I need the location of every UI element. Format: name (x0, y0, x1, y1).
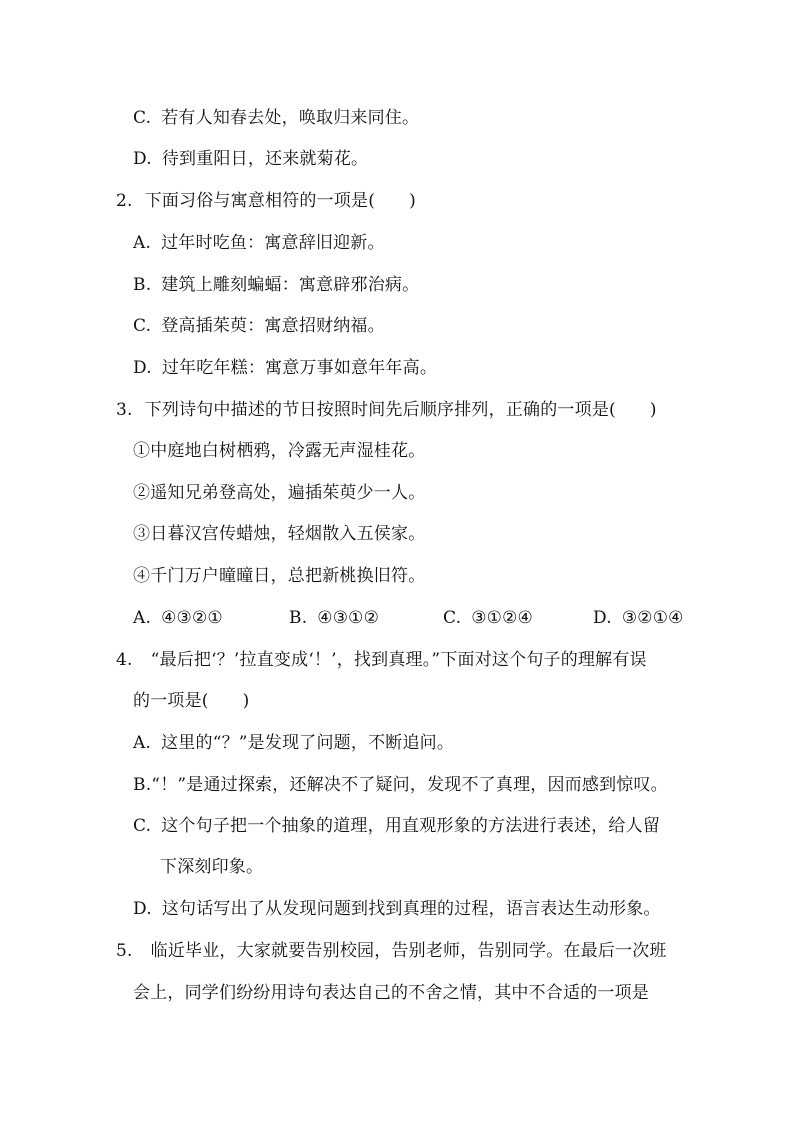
question-text: 下列诗句中描述的节日按照时间先后顺序排列，正确的一项是( (144, 400, 616, 420)
option-text: 下深刻印象。 (160, 857, 264, 877)
q3-stem (116, 398, 657, 422)
option-label: D. (133, 149, 152, 169)
option-text: 过年吃年糕：寓意万事如意年年高。 (161, 358, 438, 378)
verse-text: ②遥知兄弟登高处，遍插茱萸少一人。 (133, 483, 426, 503)
option-label: C. (133, 816, 152, 836)
q1-option-c (133, 106, 419, 130)
q5-stem-line2 (133, 981, 649, 1005)
q3-verse-1 (133, 439, 425, 463)
q3-verse-2 (133, 481, 425, 505)
option-text: 待到重阳日，还来就菊花。 (161, 149, 369, 169)
verse-text: ①中庭地白树栖鸦，冷露无声湿桂花。 (133, 441, 426, 461)
option-label: A. (133, 608, 152, 628)
q2-stem (116, 189, 416, 213)
q3-option-a (133, 606, 223, 630)
option-label: C. (133, 108, 152, 128)
q2-option-d (133, 356, 437, 380)
q3-verse-4 (133, 564, 425, 588)
q3-option-b (289, 606, 379, 630)
option-text: ④③①② (317, 608, 380, 628)
q2-option-a (133, 231, 385, 255)
option-label: D. (133, 358, 152, 378)
option-label: C. (443, 608, 462, 628)
answer-paren-close: ) (242, 691, 250, 711)
option-text: 过年时吃鱼：寓意辞旧迎新。 (161, 233, 385, 253)
option-label: D. (593, 608, 612, 628)
option-label: B. (289, 608, 308, 628)
q1-option-d (133, 147, 368, 171)
answer-paren-close: ) (409, 191, 416, 211)
option-label: C. (133, 316, 152, 336)
option-text: ③①②④ (471, 608, 533, 628)
option-text: 这句话写出了从发现问题到找到真理的过程，语言表达生动形象。 (161, 899, 661, 919)
option-text: 这里的“？”是发现了问题，不断追问。 (161, 733, 455, 753)
question-number: 5. (116, 941, 133, 961)
q4-option-a (133, 731, 454, 755)
q3-option-c (443, 606, 533, 630)
question-text: 会上，同学们纷纷用诗句表达自己的不舍之情，其中不合适的一项是 (133, 983, 649, 1003)
option-text: ④③②① (161, 608, 223, 628)
answer-paren-close: ) (649, 400, 657, 420)
option-label: D. (133, 899, 152, 919)
option-text: 建筑上雕刻蝙蝠：寓意辟邪治病。 (161, 275, 420, 295)
option-text: 若有人知春去处，唤取归来同住。 (161, 108, 420, 128)
q5-stem-line1 (116, 939, 667, 963)
q4-stem-line1 (116, 648, 647, 672)
option-label: A. (133, 733, 152, 753)
q2-option-b (133, 273, 419, 297)
verse-text: ④千门万户曈曈日，总把新桃换旧符。 (133, 566, 426, 586)
question-text: 临近毕业，大家就要告别校园，告别老师，告别同学。在最后一次班 (150, 941, 667, 961)
q4-option-c-continued (160, 855, 263, 879)
option-text: 这个句子把一个抽象的道理，用直观形象的方法进行表述，给人留 (161, 816, 661, 836)
q2-option-c (133, 314, 385, 338)
option-label: B. (133, 775, 152, 795)
q4-option-b (133, 773, 668, 797)
verse-text: ③日暮汉宫传蜡烛，轻烟散入五侯家。 (133, 524, 426, 544)
question-number: 3. (116, 400, 133, 420)
q3-verse-3 (133, 522, 425, 546)
option-text: 登高插茱萸：寓意招财纳福。 (161, 316, 385, 336)
option-text: “！”是通过探索，还解决不了疑问，发现不了真理，因而感到惊叹。 (151, 775, 668, 795)
question-text: 下面习俗与寓意相符的一项是( (144, 191, 376, 211)
option-label: B. (133, 275, 152, 295)
option-text: ③②①④ (621, 608, 684, 628)
q3-option-d (593, 606, 684, 630)
question-number: 2. (116, 191, 133, 211)
question-text: “最后把‘？’拉直变成‘！’，找到真理。”下面对这个句子的理解有误 (150, 650, 647, 670)
q4-stem-line2 (133, 689, 249, 713)
question-number: 4. (116, 650, 133, 670)
question-text: 的一项是( (133, 691, 209, 711)
q4-option-c (133, 814, 660, 838)
q4-option-d (133, 897, 661, 921)
option-label: A. (133, 233, 152, 253)
